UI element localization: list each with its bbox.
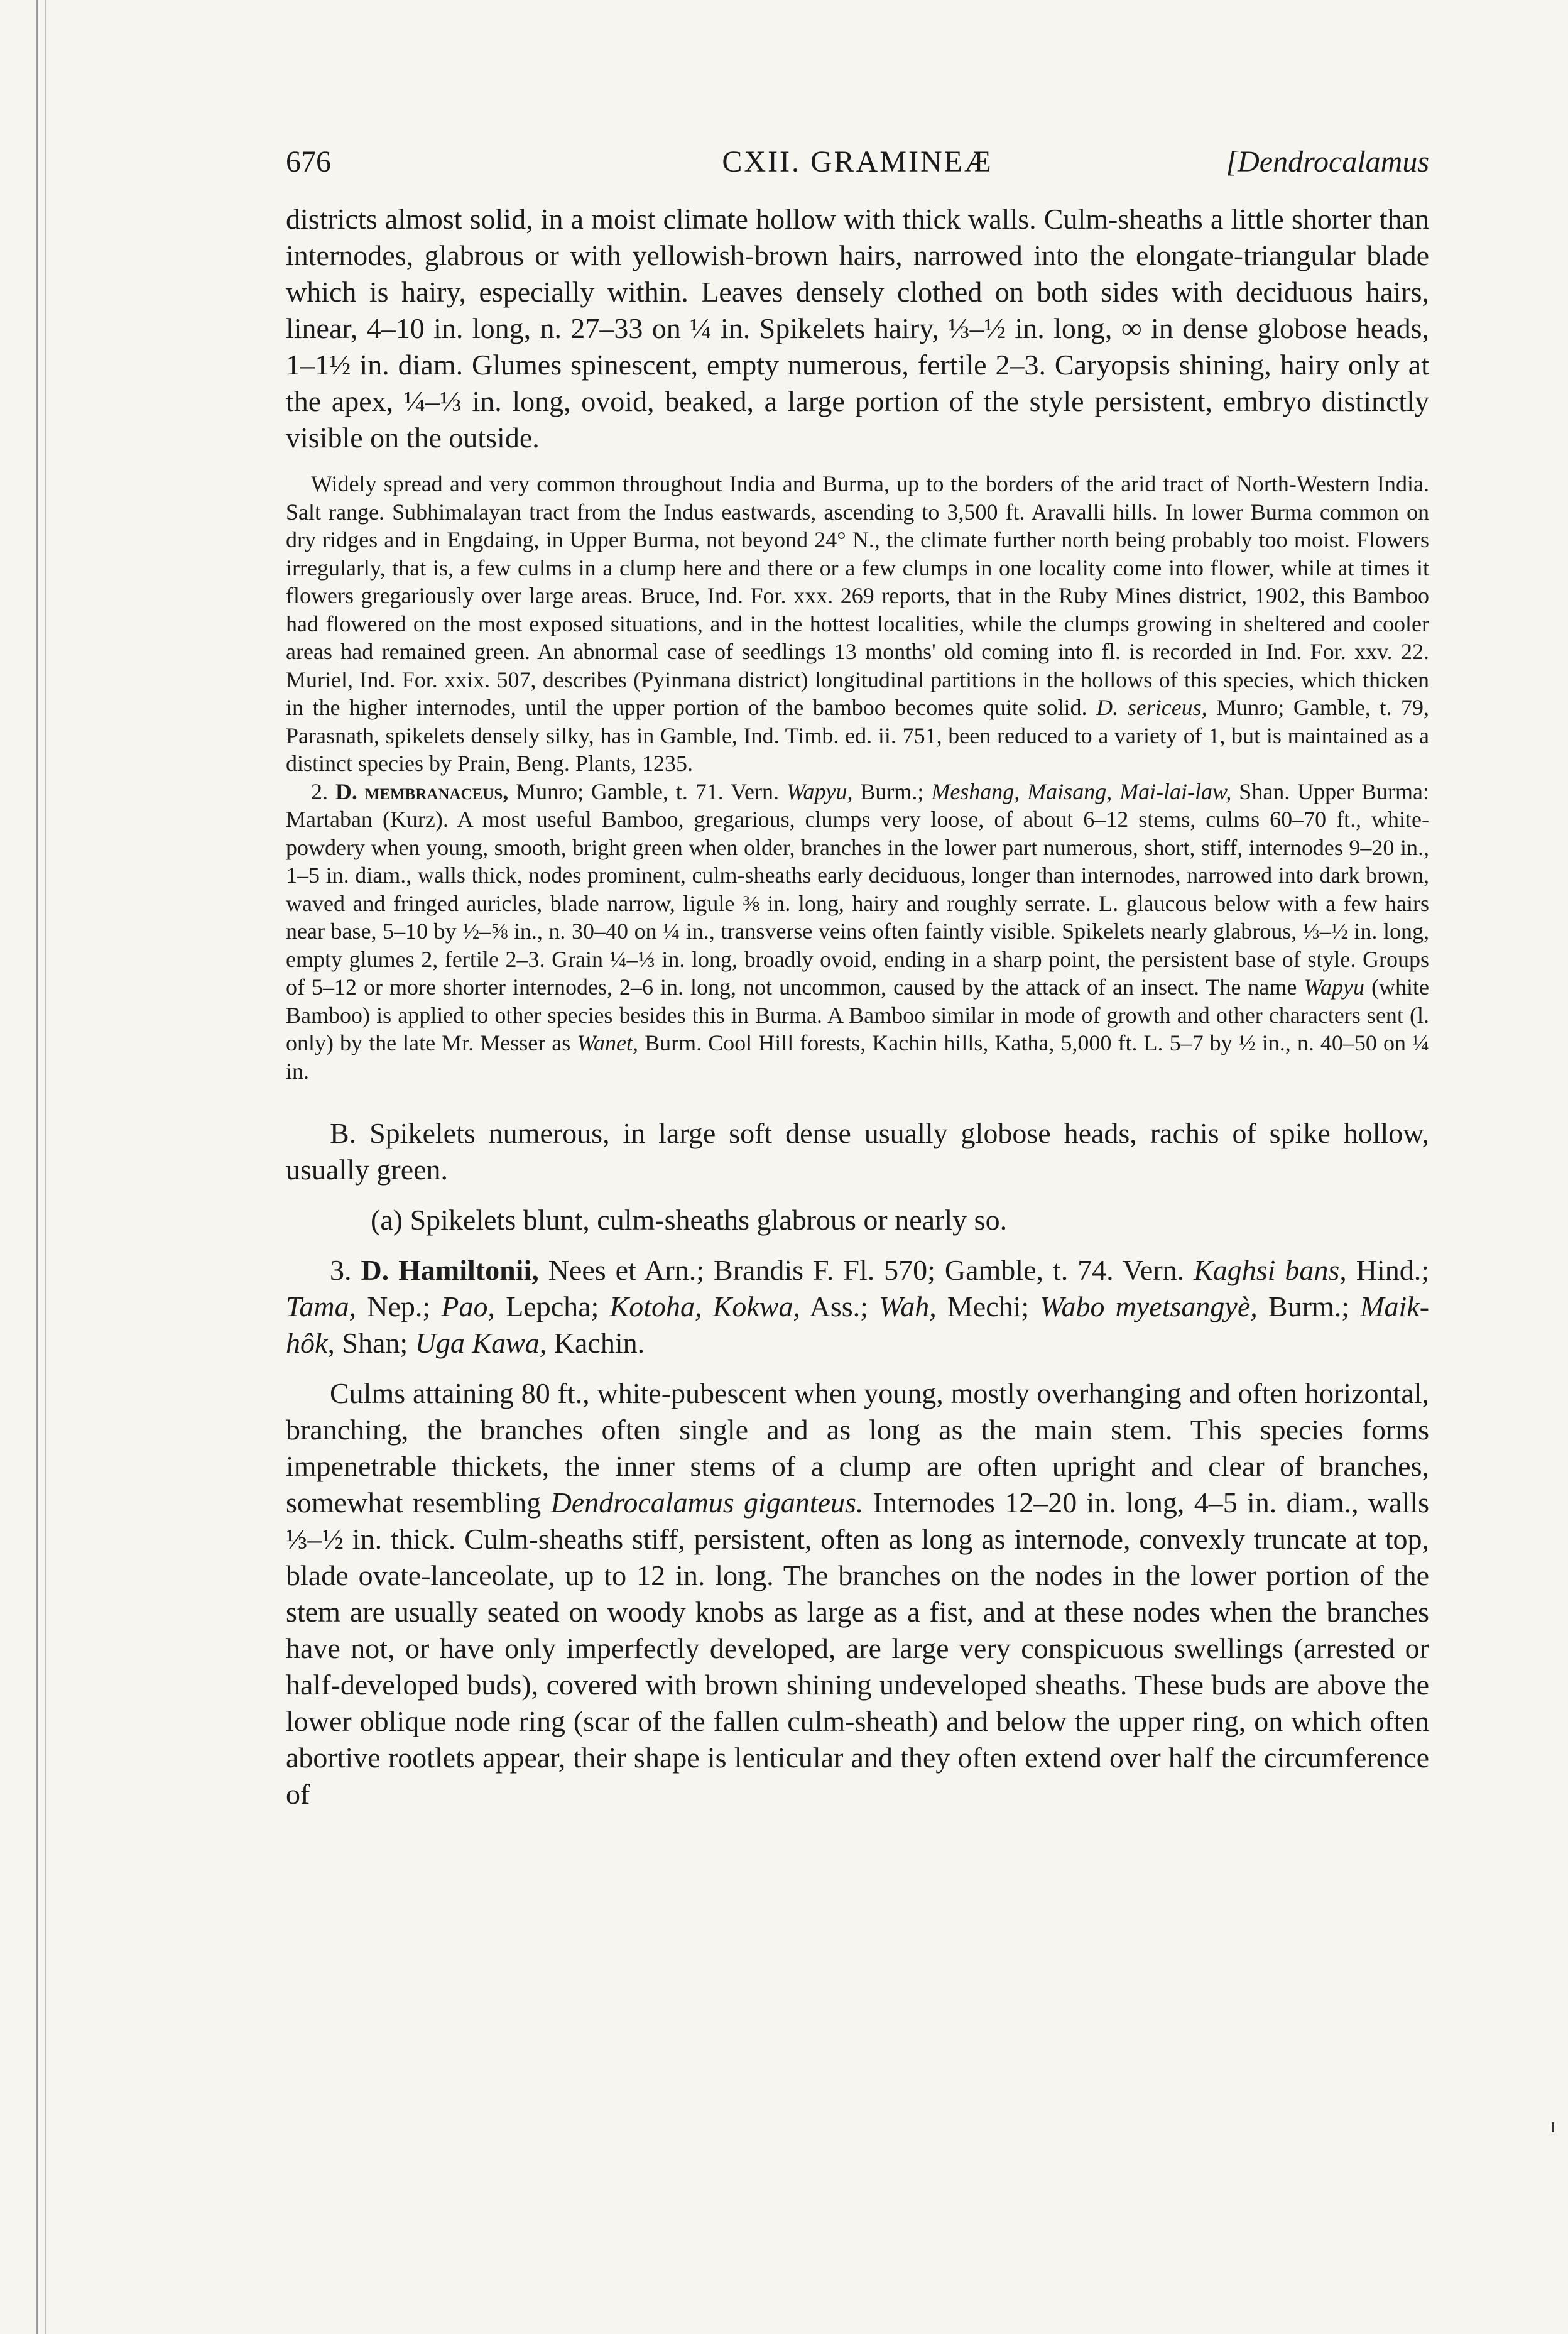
vernacular-name: Wapyu, <box>786 778 853 804</box>
species-3-text: Mechi; <box>947 1290 1030 1322</box>
notes-tail: Munro; Gamble, t. 79, Parasnath, spikelets densely silky, has in Gamble, Ind. Timb. ed. ii. 751, been reduced to a variety of 1, but is maintained as a distinct species by Prain, Beng. Plants, 1235. <box>286 695 1430 776</box>
species-3-text: Kachin. <box>553 1327 645 1359</box>
species-3-text: Nees et Arn.; Brandis F. Fl. 570; Gamble, t. 74. Vern. <box>548 1254 1185 1286</box>
page <box>286 145 1429 1813</box>
vernacular-name: Maik-hôk, <box>286 1290 1430 1359</box>
species-3-description <box>286 1375 1429 1813</box>
key-subsection-label: (a) <box>371 1204 403 1236</box>
species-3-text: Burm.; <box>1268 1290 1349 1322</box>
species-2-text: Burm.; <box>860 778 924 804</box>
species-3-number: 3. <box>330 1254 352 1286</box>
species-3-desc-text: Culms attaining 80 ft., white-pubescent when young, mostly overhanging and often horizontal, branching, the branches often single and as long as the main stem. This species forms impenetrable thickets, the inner stems of a clump are often upright and clear of branches, somewhat resembling <box>286 1377 1429 1519</box>
species-1-notes <box>286 470 1429 778</box>
notes-genus-abbrev: D. <box>1096 695 1119 720</box>
vernacular-name: Meshang, Maisang, Mai-lai-law, <box>931 778 1232 804</box>
vernacular-name: Wabo myetsangyè, <box>1040 1290 1258 1322</box>
key-subsection-a <box>286 1202 1429 1238</box>
stray-print-mark <box>1552 2122 1554 2132</box>
genus-heading: [Dendrocalamus <box>1226 145 1429 178</box>
vernacular-name: Wanet, <box>577 1030 639 1055</box>
vernacular-name: Wah, <box>879 1290 937 1322</box>
species-1-description-continued: districts almost solid, in a moist climate hollow with thick walls. Culm-sheaths a little shorter than internodes, glabrous or with yellowish-brown hairs, narrowed into the elongate-triangular blade which is hairy, especially within. Leaves densely clothed on both sides with deciduous hairs, linear, 4–10 in. long, n. 27–33 on ¼ in. Spikelets hairy, ⅓–½ in. long, ∞ in dense globose heads, 1–1½ in. diam. Glumes spinescent, empty numerous, fertile 2–3. Caryopsis shining, hairy only at the apex, ¼–⅓ in. long, ovoid, beaked, a large portion of the style persistent, embryo distinctly visible on the outside. <box>286 203 1429 454</box>
species-2-text: Munro; Gamble, t. 71. Vern. <box>516 778 779 804</box>
species-3-text: Nep.; <box>367 1290 431 1322</box>
vernacular-name: Pao, <box>441 1290 495 1322</box>
key-subsection-text: Spikelets blunt, culm-sheaths glabrous or nearly so. <box>410 1204 1008 1236</box>
running-title: CXII. GRAMINEÆ <box>722 145 993 178</box>
running-header <box>286 145 1429 201</box>
page-edge-line-inner <box>45 0 46 2334</box>
species-2-text: (white Bamboo) is applied to other species besides this in Burma. A Bamboo similar in mode of growth and other characters sent (l. only) by the late Mr. Messer as <box>286 974 1430 1055</box>
species-2-name: D. membranaceus, <box>335 778 509 804</box>
vernacular-name: Kotoha, Kokwa, <box>609 1290 800 1322</box>
species-2-number: 2. <box>311 778 328 804</box>
vernacular-name: Wapyu <box>1304 974 1365 1000</box>
species-3-text: Lepcha; <box>506 1290 599 1322</box>
species-2-entry <box>286 778 1429 1086</box>
vernacular-name: Kaghsi bans, <box>1194 1254 1347 1286</box>
species-2-text: Burm. Cool Hill forests, Kachin hills, Katha, 5,000 ft. L. 5–7 by ½ in., n. 40–50 on ¼ in. <box>286 1030 1430 1084</box>
vernacular-name: Tama, <box>286 1290 357 1322</box>
species-2-text: Shan. Upper Burma: Martaban (Kurz). A most useful Bamboo, gregarious, clumps very loose, of about 6–12 stems, culms 60–70 ft., white-powdery when young, smooth, bright green when older, branches in the lower part numerous, short, stiff, internodes 9–20 in., 1–5 in. diam., walls thick, nodes prominent, culm-sheaths early deciduous, longer than internodes, narrowed into dark brown, waved and fringed auricles, blade narrow, ligule ⅜ in. long, hairy and roughly serrate. L. glaucous below with a few hairs near base, 5–10 by ½–⅝ in., n. 30–40 on ¼ in., transverse veins often faintly visible. Spikelets nearly glabrous, ⅓–½ in. long, empty glumes 2, fertile 2–3. Grain ¼–⅓ in. long, broadly ovoid, ending in a sharp point, the persistent base of style. Groups of 5–12 or more shorter internodes, 2–6 in. long, not uncommon, caused by the attack of an insect. The name <box>286 778 1430 1000</box>
page-number: 676 <box>286 145 331 178</box>
species-3-entry <box>286 1252 1429 1361</box>
species-3-text: Hind.; <box>1356 1254 1430 1286</box>
species-3-text: Ass.; <box>809 1290 868 1322</box>
species-3-name: D. Hamiltonii, <box>361 1254 539 1286</box>
key-section-b: B. Spikelets numerous, in large soft dense usually globose heads, rachis of spike hollow, usually green. <box>286 1117 1429 1186</box>
vernacular-name: Uga Kawa, <box>415 1327 547 1359</box>
notes-text: Widely spread and very common throughout India and Burma, up to the borders of the arid tract of North-Western India. Salt range. Subhimalayan tract from the Indus eastwards, ascending to 3,500 ft. Aravalli hills. In lower Burma common on dry ridges and in Engdaing, in Upper Burma, not beyond 24° N., the climate further north being probably too moist. Flowers irregularly, that is, a few culms in a clump here and there or a few clumps in one locality come into flower, while at times it flowers gregariously over large areas. Bruce, Ind. For. xxx. 269 reports, that in the Ruby Mines district, 1902, this Bamboo had flowered on the most exposed situations, and in the hottest localities, while the clumps growing in sheltered and cooler areas had remained green. An abnormal case of seedlings 13 months' old coming into fl. is recorded in Ind. For. xxv. 22. Muriel, Ind. For. xxix. 507, describes (Pyinmana district) longitudinal partitions in the hollows of this species, which thicken in the higher internodes, until the upper portion of the bamboo becomes quite solid. <box>286 471 1429 720</box>
species-3-text: Shan; <box>342 1327 408 1359</box>
page-edge-line <box>36 0 38 2334</box>
species-3-desc-reference: Dendrocalamus giganteus. <box>550 1486 864 1519</box>
notes-sericeus: sericeus, <box>1127 695 1207 720</box>
species-3-desc-text: Internodes 12–20 in. long, 4–5 in. diam., walls ⅓–½ in. thick. Culm-sheaths stiff, persistent, often as long as internode, convexly truncate at top, blade ovate-lanceolate, up to 12 in. long. The branches on the nodes in the lower portion of the stem are usually seated on woody knobs as large as a fist, and at these nodes when the branches have not, or have only imperfectly developed, are large very conspicuous swellings (arrested or half-developed buds), covered with brown shining undeveloped sheaths. These buds are above the lower oblique node ring (scar of the fallen culm-sheath) and below the upper ring, on which often abortive rootlets appear, their shape is lenticular and they often extend over half the circumference of <box>286 1486 1430 1810</box>
